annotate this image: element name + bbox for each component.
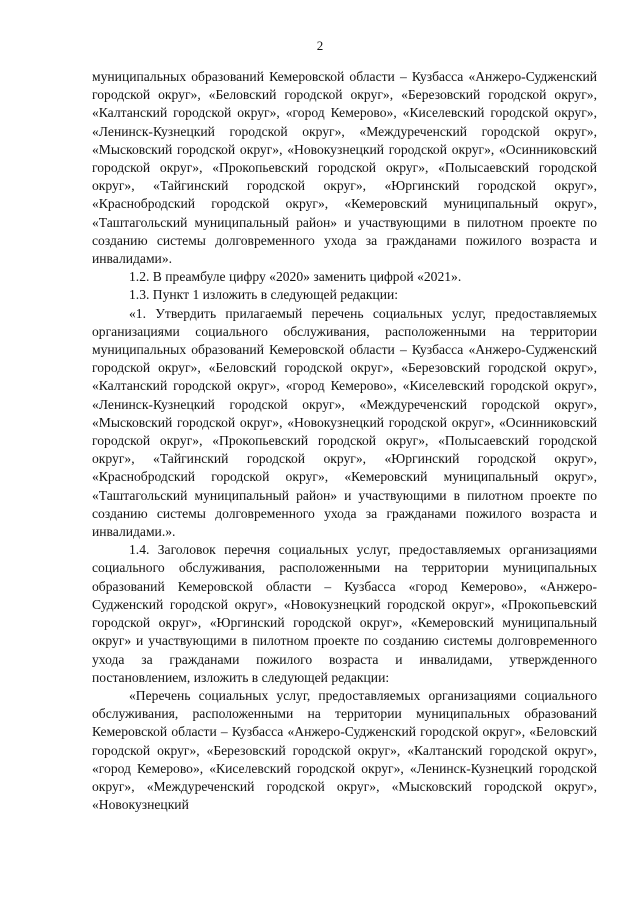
document-body [92,68,597,814]
paragraph-list-title: «Перечень социальных услуг, предоставляемых организациями социального обслуживания, расположенными на территории муниципальных образований Кемеровской области – Кузбасса «Анжеро-Судженский городской округ», «Беловский городской округ», «Березовский городской округ», «Калтанский городской округ», «город Кемерово», «Киселевский городской округ», «Ленинск-Кузнецкий городской округ», «Междуреченский городской округ», «Мысковский городской округ», «Новокузнецкий [92,687,597,813]
paragraph-continuation: муниципальных образований Кемеровской области – Кузбасса «Анжеро-Судженский городской округ», «Беловский городской округ», «Березовский городской округ», «Калтанский городской округ», «город Кемерово», «Киселевский городской округ», «Ленинск-Кузнецкий городской округ», «Междуреченский городской округ», «Мысковский городской округ», «Новокузнецкий городской округ», «Осинниковский городской округ», «Прокопьевский городской округ», «Полысаевский городской округ», «Тайгинский городской округ», «Юргинский городской округ», «Краснобродский городской округ», «Кемеровский муниципальный округ», «Таштагольский муниципальный район» и участвующими в пилотном проекте по созданию системы долговременного ухода за гражданами пожилого возраста и инвалидами». [92,69,597,267]
paragraph-1-2: 1.2. В преамбуле цифру «2020» заменить цифрой «2021». [129,269,462,285]
page-number: 2 [316,38,324,53]
paragraph-item-1: «1. Утвердить прилагаемый перечень социальных услуг, предоставляемых организациями социального обслуживания, расположенными на территории муниципальных образований Кемеровской области – Кузбасса «Анжеро-Судженский городской округ», «Беловский городской округ», «Березовский городской округ», «Калтанский городской округ», «город Кемерово», «Киселевский городской округ», «Ленинск-Кузнецкий городской округ», «Междуреченский городской округ», «Мысковский городской округ», «Новокузнецкий городской округ», «Осинниковский городской округ», «Прокопьевский городской округ», «Полысаевский городской округ», «Тайгинский городской округ», «Юргинский городской округ», «Краснобродский городской округ», «Кемеровский муниципальный округ», «Таштагольский муниципальный район» и участвующими в пилотном проекте по созданию системы долговременного ухода за гражданами пожилого возраста и инвалидами.». [92,305,597,540]
paragraph-1-4: 1.4. Заголовок перечня социальных услуг, предоставляемых организациями социального обслуживания, расположенными на территории муниципальных образований Кемеровской области – Кузбасса «город Кемерово», «Анжеро-Судженский городской округ», «Новокузнецкий городской округ», «Прокопьевский городской округ», «Юргинский городской округ», «Кемеровский муниципальный округ» и участвующими в пилотном проекте по созданию системы долговременного ухода за гражданами пожилого возраста и инвалидами, утвержденного постановлением, изложить в следующей редакции: [92,542,597,685]
paragraph-1-3: 1.3. Пункт 1 изложить в следующей редакции: [129,287,399,303]
